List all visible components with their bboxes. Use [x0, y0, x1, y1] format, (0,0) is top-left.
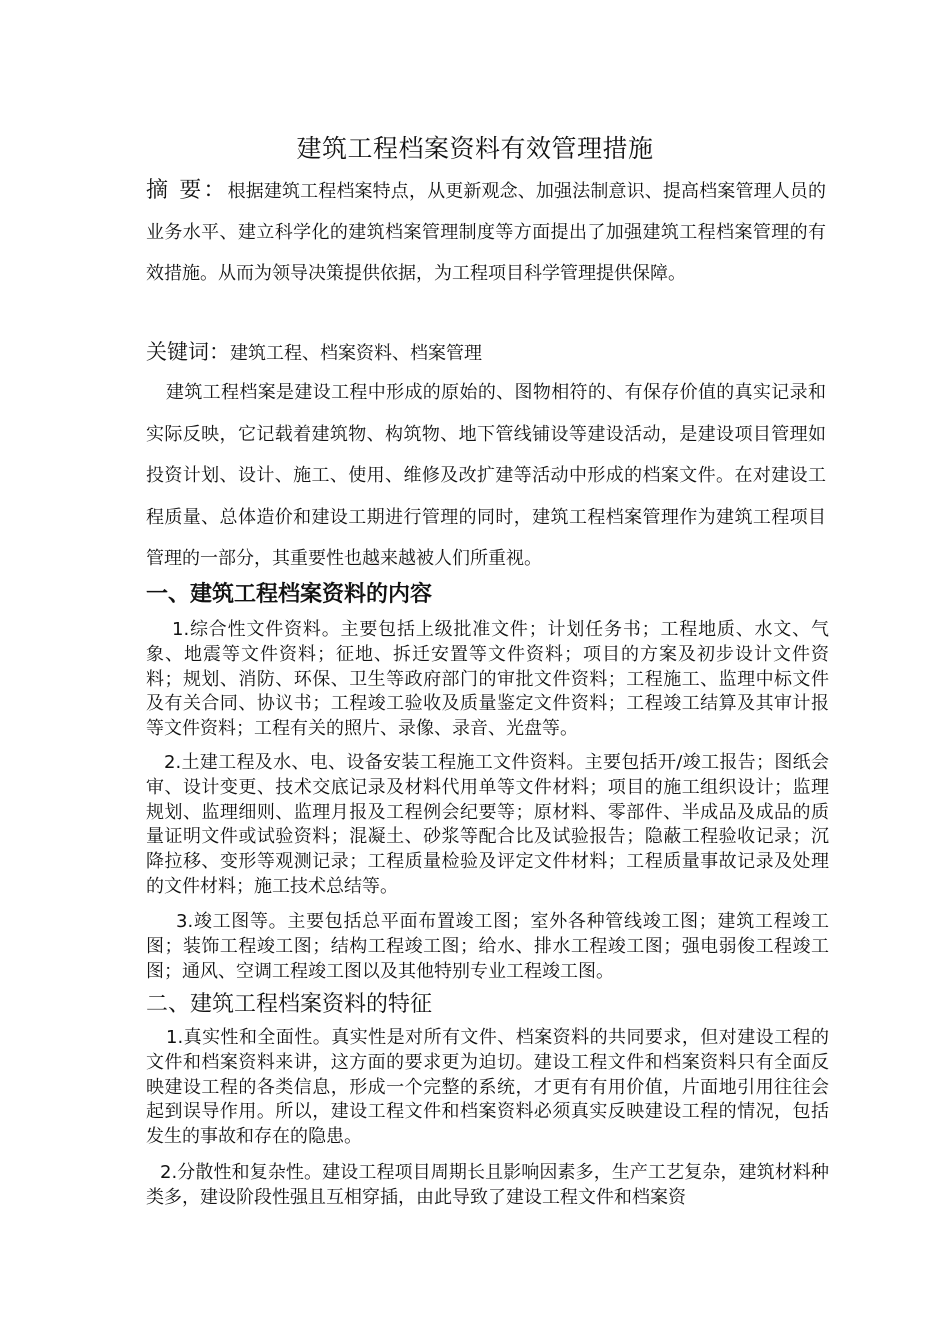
abstract-label: 摘 要：	[146, 178, 228, 203]
section-2-paragraph-1: 1.真实性和全面性。真实性是对所有文件、档案资料的共同要求，但对建设工程的文件和档案资料来讲，这方面的要求更为迫切。建设工程文件和档案资料只有全面反映建设工程的各类信息，形成一个完整的系统，才更有有用价值，片面地引用往往会起到误导作用。所以，建设工程文件和档案资料必须真实反映建设工程的情况，包括发生的事故和存在的隐患。	[146, 1027, 829, 1148]
abstract-text: 根据建筑工程档案特点，从更新观念、加强法制意识、提高档案管理人员的业务水平、建立科学化的建筑档案管理制度等方面提出了加强建筑工程档案管理的有效措施。从而为领导决策提供依据，为工程项目科学管理提供保障。	[146, 181, 827, 284]
section-1-paragraph-1: 1.综合性文件资料。主要包括上级批准文件；计划任务书；工程地质、水文、气象、地震等文件资料；征地、拆迁安置等文件资料；项目的方案及初步设计文件资料；规划、消防、环保、卫生等政府部门的审批文件资料；工程施工、监理中标文件及有关合同、协议书；工程竣工验收及质量鉴定文件资料；工程竣工结算及其审计报等文件资料；工程有关的照片、录像、录音、光盘等。	[146, 619, 829, 740]
keywords-text: 建筑工程、档案资料、档案管理	[230, 343, 482, 364]
section-2-heading: 二、建筑工程档案资料的特征	[146, 992, 433, 1017]
keywords	[146, 334, 826, 372]
intro-paragraph: 建筑工程档案是建设工程中形成的原始的、图物相符的、有保存价值的真实记录和实际反映，它记载着建筑物、构筑物、地下管线铺设等建设活动，是建设项目管理如投资计划、设计、施工、使用、维修及改扩建等活动中形成的档案文件。在对建设工程质量、总体造价和建设工期进行管理的同时，建筑工程档案管理作为建筑工程项目管理的一部分，其重要性也越来越被人们所重视。	[146, 382, 826, 569]
section-1-paragraph-3: 3.竣工图等。主要包括总平面布置竣工图；室外各种管线竣工图；建筑工程竣工图；装饰工程竣工图；结构工程竣工图；给水、排水工程竣工图；强电弱俊工程竣工图；通风、空调工程竣工图以及其他特别专业工程竣工图。	[146, 911, 829, 982]
abstract	[146, 170, 826, 294]
keywords-label: 关键词：	[146, 340, 230, 364]
document-title: 建筑工程档案资料有效管理措施	[296, 134, 654, 163]
section-2-paragraph-2: 2.分散性和复杂性。建设工程项目周期长且影响因素多，生产工艺复杂，建筑材料种类多，建设阶段性强且互相穿插，由此导致了建设工程文件和档案资	[146, 1162, 829, 1208]
section-1-paragraph-2: 2.土建工程及水、电、设备安装工程施工文件资料。主要包括开/竣工报告；图纸会审、设计变更、技术交底记录及材料代用单等文件材料；项目的施工组织设计；监理规划、监理细则、监理月报及工程例会纪要等；原材料、零部件、半成品及成品的质量证明文件或试验资料；混凝土、砂浆等配合比及试验报告；隐蔽工程验收记录；沉降拉移、变形等观测记录；工程质量检验及评定文件材料；工程质量事故记录及处理的文件材料；施工技术总结等。	[146, 752, 829, 897]
section-1-heading: 一、建筑工程档案资料的内容	[146, 582, 433, 607]
